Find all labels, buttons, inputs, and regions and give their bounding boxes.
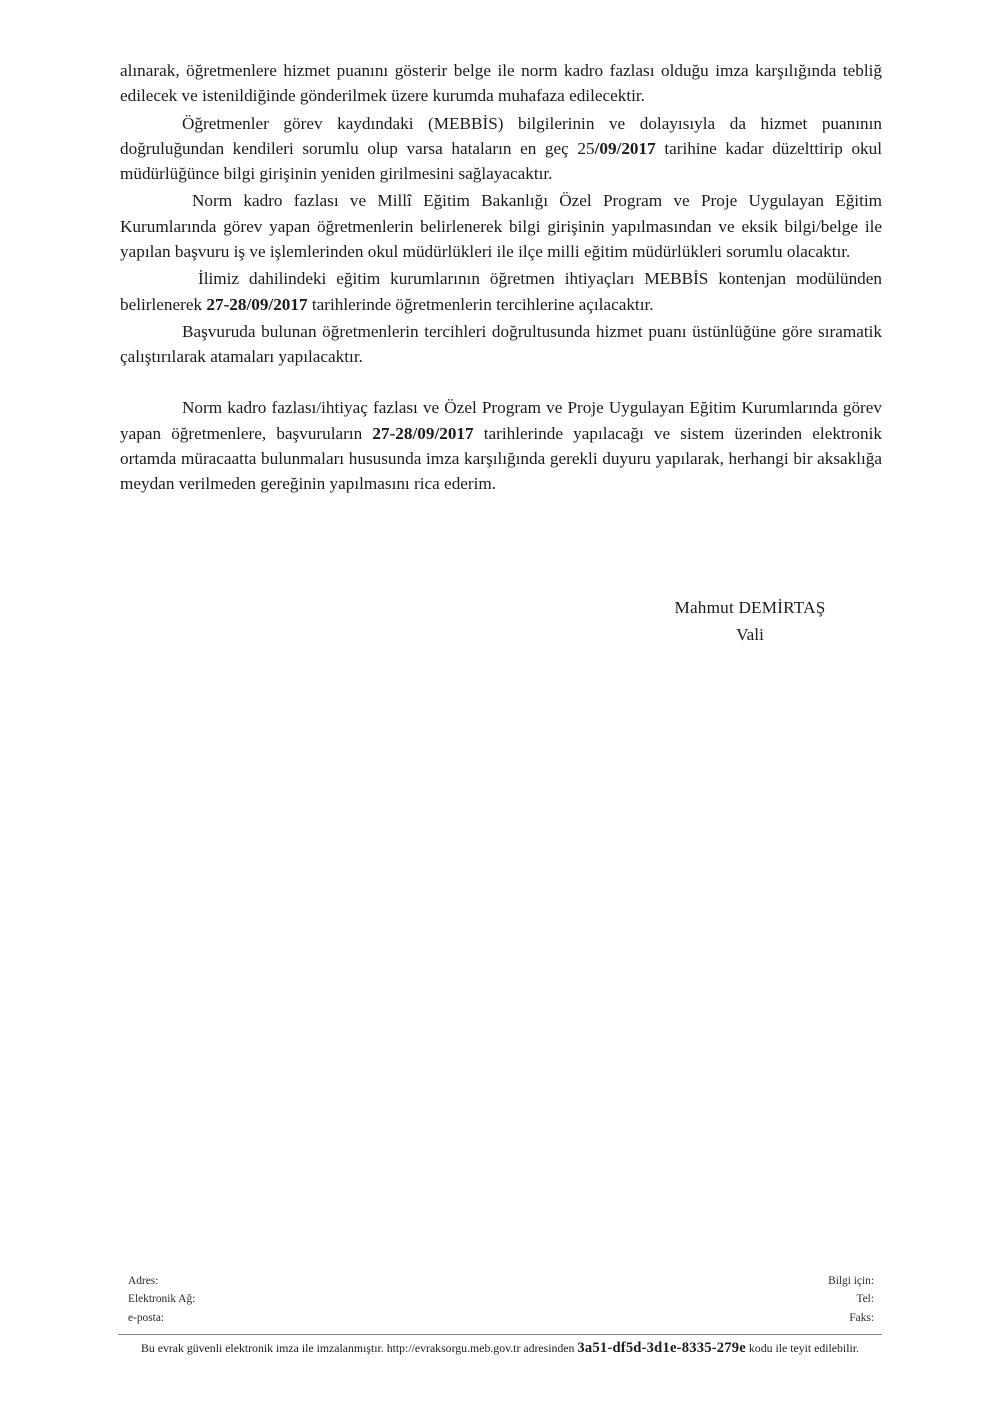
document-body [120, 58, 882, 497]
paragraph [120, 266, 882, 317]
signature-block [600, 595, 900, 648]
paragraph-spacer [120, 369, 882, 395]
paragraph [120, 188, 882, 264]
paragraph [120, 58, 882, 109]
footer-label: Tel: [856, 1293, 874, 1306]
footer-contact-left [118, 1272, 195, 1327]
paragraph [120, 319, 882, 370]
verification-prefix-text: Bu evrak güvenli elektronik imza ile imzalanmıştır. http://evraksorgu.meb.gov.tr adresinden [141, 1341, 575, 1355]
body-text: Norm kadro fazlası ve Millî Eğitim Bakanlığı Özel Program ve Proje Uygulayan Eğitim Kurumlarında görev yapan öğretmenlerin belirlenerek bilgi girişinin yapılmasından ve eksik bilgi/belge ile yapılan başvuru iş ve işlemlerinden okul müdürlükleri ile ilçe milli eğitim müdürlükleri sorumlu olacaktır. [120, 191, 882, 261]
footer-label: Elektronik Ağ: [128, 1293, 196, 1306]
body-text: tarihine kadar düzelttirip okul müdürlüğünce bilgi girişinin yeniden girilmesini sağlayacaktır. [120, 138, 882, 184]
body-text: İlimiz dahilindeki eğitim kurumlarının öğretmen ihtiyaçları MEBBİS kontenjan modülünden belirlenerek [120, 269, 882, 314]
footer-columns [118, 1272, 882, 1327]
body-text: tarihlerinde öğretmenlerin tercihlerine açılacaktır. [307, 294, 654, 314]
signatory-name: Mahmut DEMİRTAŞ [674, 598, 826, 617]
body-text: Öğretmenler görev kaydındaki (MEBBİS) bilgilerinin ve dolayısıyla da hizmet puanının doğruluğundan kendileri sorumlu olup varsa hataların en geç 25 [120, 113, 882, 158]
verification-code: 3a51-df5d-3d1e-8335-279e [577, 1340, 746, 1356]
body-text: alınarak, öğretmenlere hizmet puanını gösterir belge ile norm kadro fazlası olduğu imza karşılığında tebliğ edilecek ve istenildiğinde gönderilmek üzere kurumda muhafaza edilecektir. [120, 61, 882, 106]
body-text: Norm kadro fazlası/ihtiyaç fazlası ve Özel Program ve Proje Uygulayan Eğitim Kurumlarında görev yapan öğretmenlere, başvuruların [120, 398, 882, 443]
footer-label: e-posta: [128, 1311, 165, 1324]
paragraph [120, 111, 882, 187]
e-signature-verification [118, 1340, 882, 1357]
verification-suffix-text: kodu ile teyit edilebilir. [748, 1341, 859, 1355]
body-text: Başvuruda bulunan öğretmenlerin tercihleri doğrultusunda hizmet puanı üstünlüğüne göre sıramatik çalıştırılarak atamaları yapılacaktır. [120, 321, 882, 367]
footer-label: Faks: [849, 1311, 874, 1324]
signatory-title: Vali [736, 624, 764, 644]
emphasized-text: /09/2017 [594, 138, 656, 158]
footer-label: Bilgi için: [828, 1274, 874, 1287]
page-footer [0, 1272, 1000, 1357]
paragraph [120, 395, 882, 496]
emphasized-text: 27-28/09/2017 [206, 294, 308, 314]
footer-label: Adres: [128, 1274, 159, 1287]
footer-contact-right [828, 1272, 882, 1327]
body-text: tarihlerinde yapılacağı ve sistem üzerinden elektronik ortamda müracaatta bulunmaları hususunda imza karşılığında gerekli duyuru yapılarak, herhangi bir aksaklığa meydan verilmeden gereğinin yapılmasını rica ederim. [120, 423, 882, 494]
emphasized-text: 27-28/09/2017 [372, 423, 474, 443]
footer-divider [118, 1334, 882, 1335]
